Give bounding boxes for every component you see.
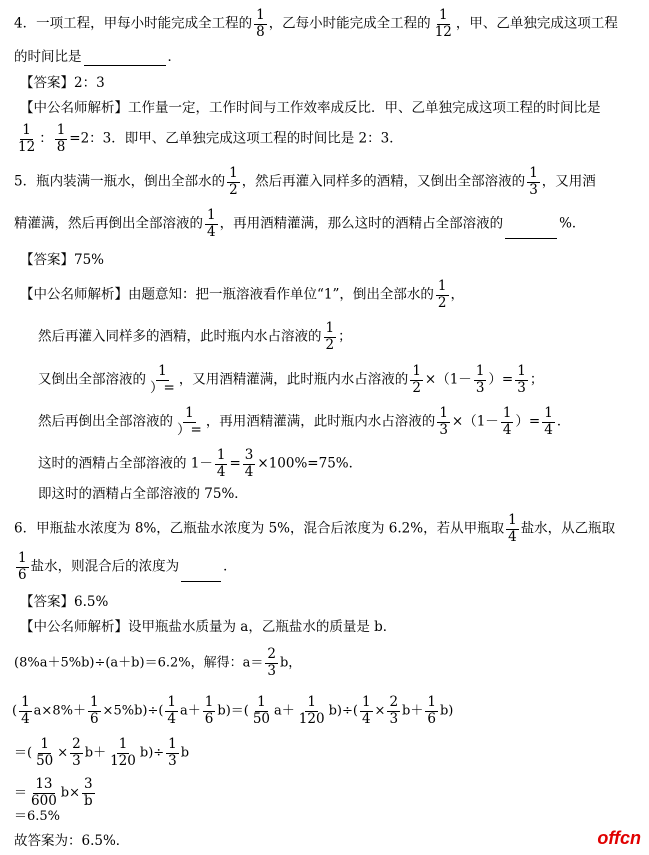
text: ，甲、乙单独完成这项工程 xyxy=(455,15,618,32)
q6-question-line1 xyxy=(14,514,615,544)
fraction xyxy=(243,449,256,479)
text: 【中公名师解析】由题意知：把一瓶溶液看作单位“1”，倒出全部水的 xyxy=(20,286,434,303)
text: ( xyxy=(12,703,18,719)
denominator: 600 xyxy=(31,792,57,809)
offcn-watermark: offcn xyxy=(597,828,641,848)
q4-question-line2 xyxy=(14,48,181,66)
text: ×100%=75%． xyxy=(257,455,363,472)
text: 盐水，则混合后的浓度为 xyxy=(30,558,180,575)
q6-math-line2 xyxy=(12,696,453,726)
text: b)÷ xyxy=(139,745,165,761)
text: 6．甲瓶盐水浓度为 8%，乙瓶盐水浓度为 5%，混合后浓度为 6.2%，若从甲瓶取 xyxy=(14,520,505,537)
fraction xyxy=(203,696,216,726)
text: b＋ xyxy=(84,745,107,761)
q5-question-line1 xyxy=(14,167,596,197)
q4-explanation-line2 xyxy=(14,124,403,154)
q6-math-line4 xyxy=(14,778,97,808)
numerator: 1 xyxy=(207,207,216,223)
text: = xyxy=(229,455,241,472)
q6-answer: 【答案】6.5% xyxy=(20,594,109,610)
fraction xyxy=(165,696,178,726)
text: ． xyxy=(167,49,181,65)
fraction xyxy=(175,407,204,437)
fraction xyxy=(360,696,373,726)
denominator: 50 xyxy=(36,752,54,769)
q5-explanation-line1 xyxy=(20,280,464,310)
fraction xyxy=(324,322,337,352)
fraction xyxy=(55,124,68,154)
text: ×5%b)÷( xyxy=(102,703,164,719)
numerator: 1 xyxy=(517,363,526,379)
text: 精灌满，然后再倒出全部溶液的 xyxy=(14,215,203,232)
numerator: 1 xyxy=(544,405,553,421)
fraction xyxy=(542,407,555,437)
text: ，再用酒精灌满，此时瓶内水占溶液的 xyxy=(205,413,436,430)
denominator: 4 xyxy=(207,223,216,240)
numerator: 1 xyxy=(508,512,517,528)
denominator: 6 xyxy=(18,566,27,583)
text: %． xyxy=(559,215,586,232)
fraction xyxy=(474,365,487,395)
q5-answer: 【答案】75% xyxy=(20,252,105,268)
q6-explanation-line1: 【中公名师解析】设甲瓶盐水质量为 a，乙瓶盐水的质量是 b． xyxy=(20,619,397,635)
text: b)÷( xyxy=(328,703,358,719)
numerator: 1 xyxy=(204,694,214,710)
numerator: 1 xyxy=(529,165,538,181)
numerator: 1 xyxy=(168,736,177,752)
fraction xyxy=(205,209,218,239)
q5-explanation-line4 xyxy=(38,407,570,437)
denominator: 4 xyxy=(244,463,254,480)
numerator: 1 xyxy=(167,694,177,710)
denominator: 3 xyxy=(168,752,177,769)
text: b xyxy=(180,745,190,761)
denominator: ）= xyxy=(177,421,202,438)
fraction xyxy=(108,738,138,768)
text: a＋ xyxy=(274,703,295,719)
fraction xyxy=(501,407,514,437)
text: a×8%＋ xyxy=(33,703,86,719)
text: ； xyxy=(338,328,352,345)
fraction xyxy=(227,167,240,197)
fraction xyxy=(437,407,450,437)
numerator: 1 xyxy=(361,694,371,710)
numerator: 1 xyxy=(438,7,448,23)
numerator: 1 xyxy=(439,405,448,421)
denominator: 8 xyxy=(56,138,66,155)
numerator: 1 xyxy=(427,694,436,710)
text: 4．一项工程，甲每小时能完成全工程的 xyxy=(14,15,253,32)
denominator: 4 xyxy=(502,421,512,438)
denominator: 2 xyxy=(325,336,335,353)
fraction xyxy=(515,365,528,395)
denominator: 50 xyxy=(252,710,271,727)
numerator: 1 xyxy=(307,694,316,710)
fraction xyxy=(265,648,278,678)
answer-blank xyxy=(505,224,557,239)
text: ； xyxy=(529,371,544,388)
numerator: 1 xyxy=(475,363,485,379)
denominator: 3 xyxy=(475,379,485,396)
text: ，乙每小时能完成全工程的 xyxy=(268,15,431,32)
numerator: 1 xyxy=(257,694,266,710)
fraction xyxy=(297,696,327,726)
numerator: 1 xyxy=(502,405,512,421)
text: 5．瓶内装满一瓶水，倒出全部水的 xyxy=(14,173,226,190)
fraction xyxy=(527,167,540,197)
denominator: ）= xyxy=(150,379,175,396)
q6-math-line3 xyxy=(14,738,189,768)
denominator: 4 xyxy=(508,528,517,545)
answer-blank xyxy=(84,51,166,66)
q6-question-line2 xyxy=(14,552,237,582)
numerator: 1 xyxy=(89,694,99,710)
denominator: 8 xyxy=(256,23,265,40)
denominator: 2 xyxy=(437,294,447,311)
text: ，然后再灌入同样多的酒精，又倒出全部溶液的 xyxy=(241,173,526,190)
fraction xyxy=(215,449,228,479)
numerator: 1 xyxy=(216,447,226,463)
fraction xyxy=(70,738,83,768)
q5-question-line2 xyxy=(14,209,585,239)
numerator: 1 xyxy=(158,363,167,379)
text: 然后再灌入同样多的酒精，此时瓶内水占溶液的 xyxy=(38,328,322,345)
numerator: 13 xyxy=(35,776,53,792)
fraction xyxy=(82,778,95,808)
denominator: 3 xyxy=(267,662,276,679)
text: ）= xyxy=(488,371,514,388)
q6-final-answer: 故答案为：6.5%． xyxy=(14,833,130,849)
text: 又倒出全部溶液的 xyxy=(38,371,146,388)
text: (8%a＋5%b)÷(a＋b)＝6.2%，解得：a＝ xyxy=(14,655,264,671)
numerator: 1 xyxy=(437,278,447,294)
q5-explanation-line3 xyxy=(38,365,543,395)
numerator: 3 xyxy=(244,447,254,463)
numerator: 1 xyxy=(412,363,421,379)
fraction xyxy=(88,696,101,726)
text: b， xyxy=(279,655,302,671)
text: ，再用酒精灌满，那么这时的酒精占全部溶液的 xyxy=(219,215,504,232)
text: 然后再倒出全部溶液的 xyxy=(38,413,173,430)
text: × xyxy=(374,703,386,719)
fraction xyxy=(16,552,29,582)
text: ×（1－ xyxy=(424,371,472,388)
denominator: 4 xyxy=(544,421,553,438)
text: b) xyxy=(439,703,454,719)
q4-explanation-line1: 【中公名师解析】工作量一定，工作时间与工作效率成反比．甲、乙单独完成这项工程的时间比是 xyxy=(20,100,601,116)
denominator: 3 xyxy=(389,710,399,727)
numerator: 2 xyxy=(267,646,276,662)
numerator: 1 xyxy=(185,405,194,421)
denominator: b xyxy=(84,792,93,809)
denominator: 2 xyxy=(412,379,421,396)
q6-math-line5: ＝6.5% xyxy=(14,809,61,824)
fraction xyxy=(34,738,55,768)
denominator: 6 xyxy=(89,710,99,727)
denominator: 3 xyxy=(529,181,538,198)
fraction xyxy=(166,738,179,768)
numerator: 1 xyxy=(56,122,66,138)
denominator: 12 xyxy=(434,23,452,40)
text: ×（1－ xyxy=(451,413,499,430)
denominator: 12 xyxy=(18,138,36,155)
numerator: 1 xyxy=(22,122,31,138)
text: ＝ xyxy=(14,785,28,801)
text: ． xyxy=(223,558,237,575)
fraction xyxy=(254,9,267,39)
numerator: 1 xyxy=(229,165,238,181)
text: ，又用酒精灌满，此时瓶内水占溶液的 xyxy=(178,371,409,388)
denominator: 3 xyxy=(439,421,448,438)
text: 这时的酒精占全部溶液的 1－ xyxy=(38,455,213,472)
text: ＝( xyxy=(14,745,33,761)
denominator: 4 xyxy=(216,463,226,480)
numerator: 2 xyxy=(389,694,399,710)
fraction xyxy=(410,365,423,395)
q6-math-line1 xyxy=(14,648,301,678)
fraction xyxy=(19,696,32,726)
text: ）= xyxy=(515,413,541,430)
text: b× xyxy=(60,785,81,801)
denominator: 120 xyxy=(298,710,325,727)
denominator: 3 xyxy=(72,752,81,769)
q5-explanation-line6: 即这时的酒精占全部溶液的 75%． xyxy=(38,486,248,502)
text: =2：3．即甲、乙单独完成这项工程的时间比是 2：3． xyxy=(69,130,403,147)
numerator: 1 xyxy=(18,550,27,566)
fraction xyxy=(148,365,177,395)
text: b＋ xyxy=(402,703,424,719)
denominator: 2 xyxy=(229,181,238,198)
numerator: 2 xyxy=(72,736,81,752)
text: ， xyxy=(450,286,464,303)
q5-explanation-line2 xyxy=(38,322,352,352)
numerator: 1 xyxy=(118,736,128,752)
denominator: 4 xyxy=(361,710,371,727)
fraction xyxy=(425,696,438,726)
fraction xyxy=(387,696,400,726)
text: 的时间比是 xyxy=(14,49,82,65)
numerator: 1 xyxy=(256,7,265,23)
text: 盐水，从乙瓶取 xyxy=(520,520,616,537)
fraction xyxy=(506,514,519,544)
fraction xyxy=(16,124,37,154)
text: ，又用酒 xyxy=(541,173,596,190)
text: a＋ xyxy=(180,703,201,719)
denominator: 6 xyxy=(204,710,214,727)
numerator: 1 xyxy=(325,320,335,336)
text: ： xyxy=(39,130,53,147)
fraction xyxy=(436,280,449,310)
fraction xyxy=(251,696,272,726)
denominator: 4 xyxy=(167,710,177,727)
answer-blank xyxy=(181,567,221,582)
q5-explanation-line5 xyxy=(38,449,362,479)
q4-answer: 【答案】2：3 xyxy=(20,75,105,91)
fraction xyxy=(29,778,59,808)
q4-question-line1 xyxy=(14,9,618,39)
text: b)＝( xyxy=(217,703,249,719)
fraction xyxy=(433,9,454,39)
text: × xyxy=(57,745,69,761)
numerator: 3 xyxy=(84,776,93,792)
denominator: 3 xyxy=(517,379,526,396)
numerator: 1 xyxy=(21,694,30,710)
denominator: 120 xyxy=(110,752,136,769)
denominator: 4 xyxy=(21,710,30,727)
denominator: 6 xyxy=(427,710,436,727)
numerator: 1 xyxy=(40,736,49,752)
text: ． xyxy=(556,413,571,430)
